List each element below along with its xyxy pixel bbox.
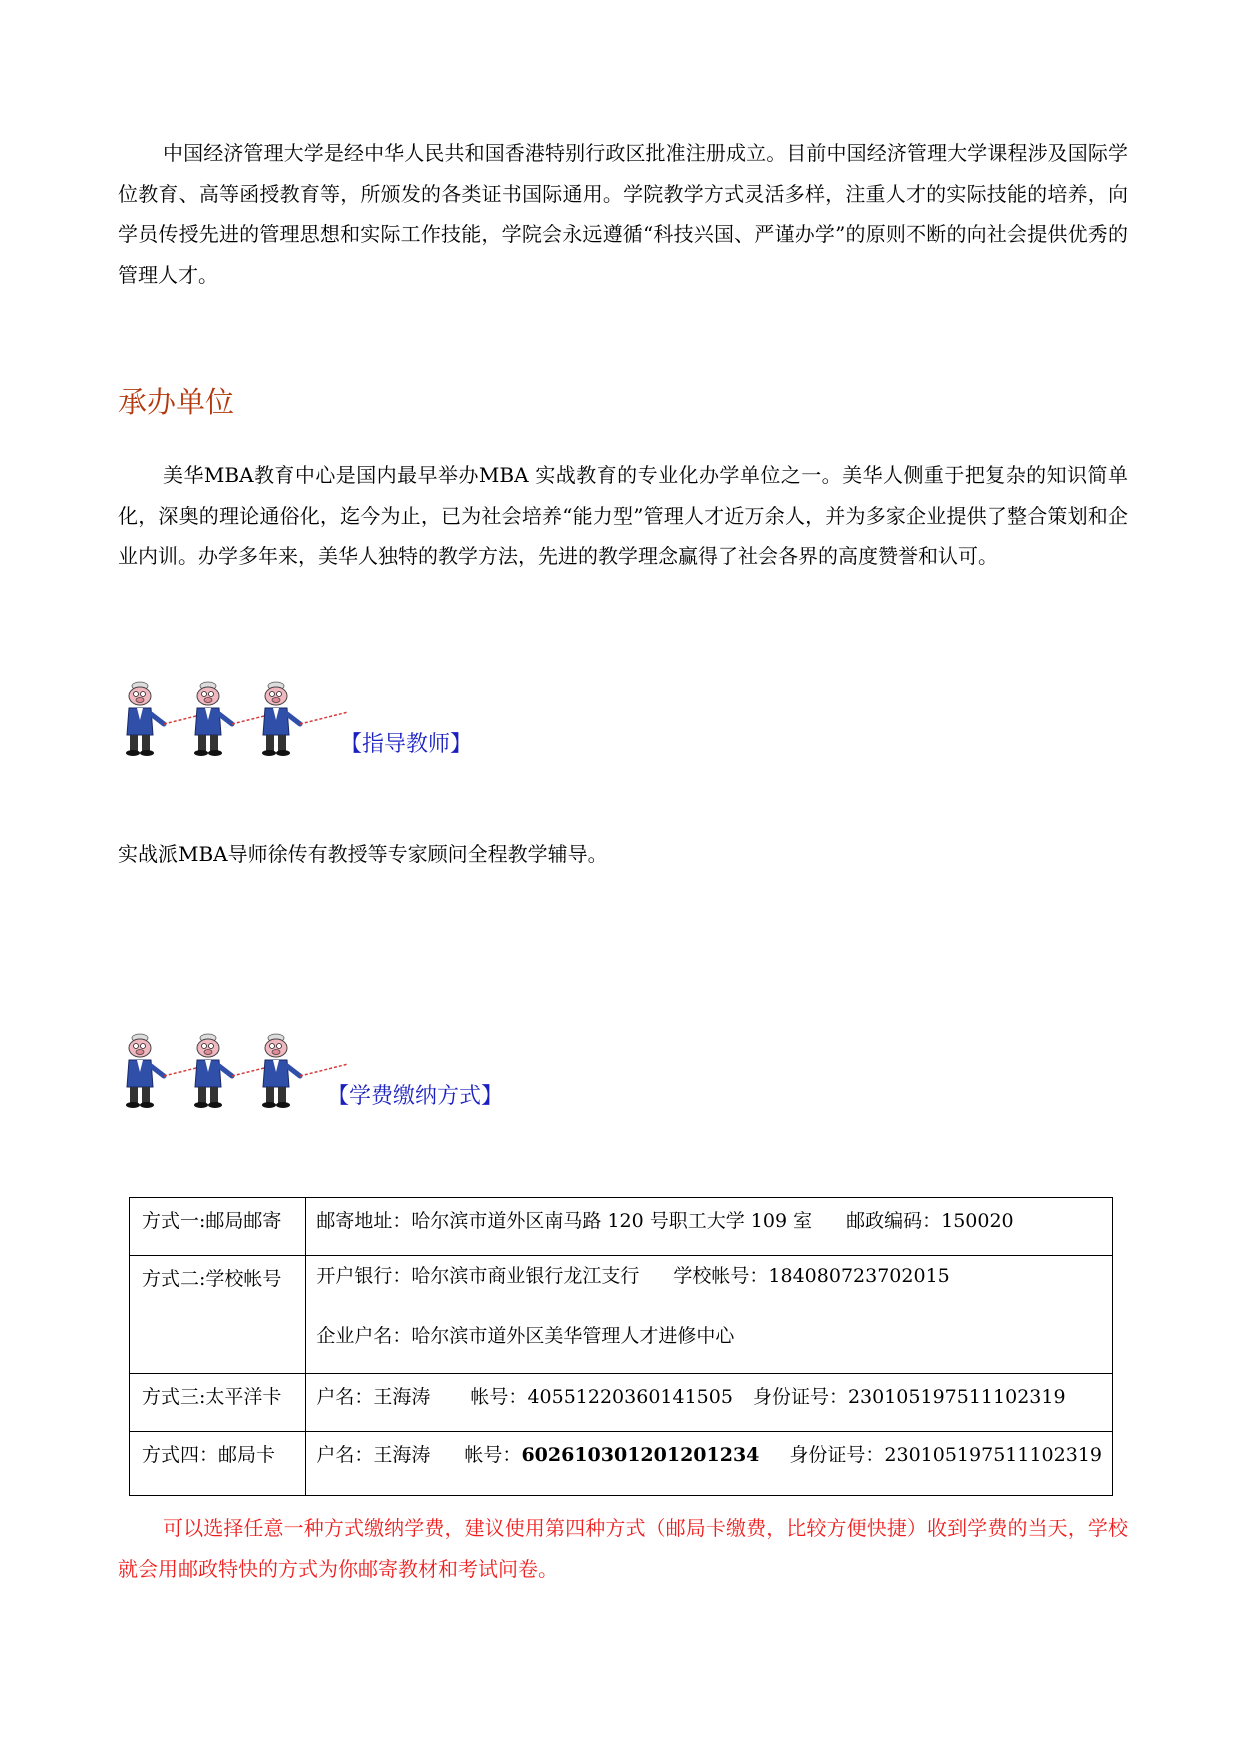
- payment-label: 【学费缴纳方式】: [327, 1084, 504, 1109]
- detail-cell: [306, 1432, 1113, 1496]
- account-label: 帐号：: [470, 1386, 528, 1408]
- organizer-paragraph: 美华MBA教育中心是国内最早举办MBA 实战教育的专业化办学单位之一。美华人侧重于把复杂的知识简单化，深奥的理论通俗化，迄今为止，已为社会培养“能力型”管理人才近万余人，并为多家企业提供了整合策划和企业内训。办学多年来，美华人独特的教学方法，先进的教学理念赢得了社会各界的高度赞誉和认可。: [118, 463, 1128, 568]
- table-row: [130, 1374, 1113, 1432]
- mail-address: 邮寄地址：哈尔滨市道外区南马路 120 号职工大学 109 室: [316, 1210, 813, 1232]
- payment-table: [129, 1197, 1113, 1496]
- id-number: 身份证号：230105197511102319: [752, 1386, 1066, 1408]
- detail-cell: [306, 1374, 1113, 1432]
- account-number: 40551220360141505: [527, 1386, 733, 1408]
- method-cell: 方式四：邮局卡: [130, 1432, 306, 1496]
- account-number: 602610301201201234: [521, 1444, 760, 1466]
- postal-code: 邮政编码：150020: [846, 1210, 1014, 1232]
- id-number: 身份证号：230105197511102319: [789, 1444, 1102, 1466]
- payment-note: 可以选择任意一种方式缴纳学费，建议使用第四种方式（邮局卡缴费，比较方便快捷）收到学费的当天，学校就会用邮政特快的方式为你邮寄教材和考试问卷。: [118, 1516, 1128, 1581]
- professor-with-pointer-icon: [256, 680, 351, 760]
- detail-cell: [306, 1198, 1113, 1256]
- account-holder: 户名：王海涛: [316, 1386, 431, 1408]
- table-row: [130, 1198, 1113, 1256]
- instructors-label: 【指导教师】: [340, 732, 473, 757]
- instructors-text: 实战派MBA导师徐传有教授等专家顾问全程教学辅导。: [118, 842, 608, 866]
- account-label: 帐号：: [464, 1444, 522, 1466]
- table-row: [130, 1432, 1113, 1496]
- detail-cell: [306, 1256, 1113, 1374]
- method-cell: 方式一:邮局邮寄: [130, 1198, 306, 1256]
- school-account: 学校帐号：184080723702015: [673, 1265, 950, 1287]
- method-cell: 方式二:学校帐号: [130, 1256, 306, 1374]
- account-holder: 户名：王海涛: [316, 1444, 431, 1466]
- method-cell: 方式三:太平洋卡: [130, 1374, 306, 1432]
- intro-paragraph: 中国经济管理大学是经中华人民共和国香港特别行政区批准注册成立。目前中国经济管理大学课程涉及国际学位教育、高等函授教育等，所颁发的各类证书国际通用。学院教学方式灵活多样，注重人才的实际技能的培养，向学员传授先进的管理思想和实际工作技能，学院会永远遵循“科技兴国、严谨办学”的原则不断的向社会提供优秀的管理人才。: [118, 141, 1128, 287]
- bank-name: 开户银行：哈尔滨市商业银行龙江支行: [316, 1265, 640, 1287]
- table-row: [130, 1256, 1113, 1374]
- organizer-heading: 承办单位: [118, 385, 235, 419]
- company-name: 企业户名：哈尔滨市道外区美华管理人才进修中心: [316, 1325, 735, 1347]
